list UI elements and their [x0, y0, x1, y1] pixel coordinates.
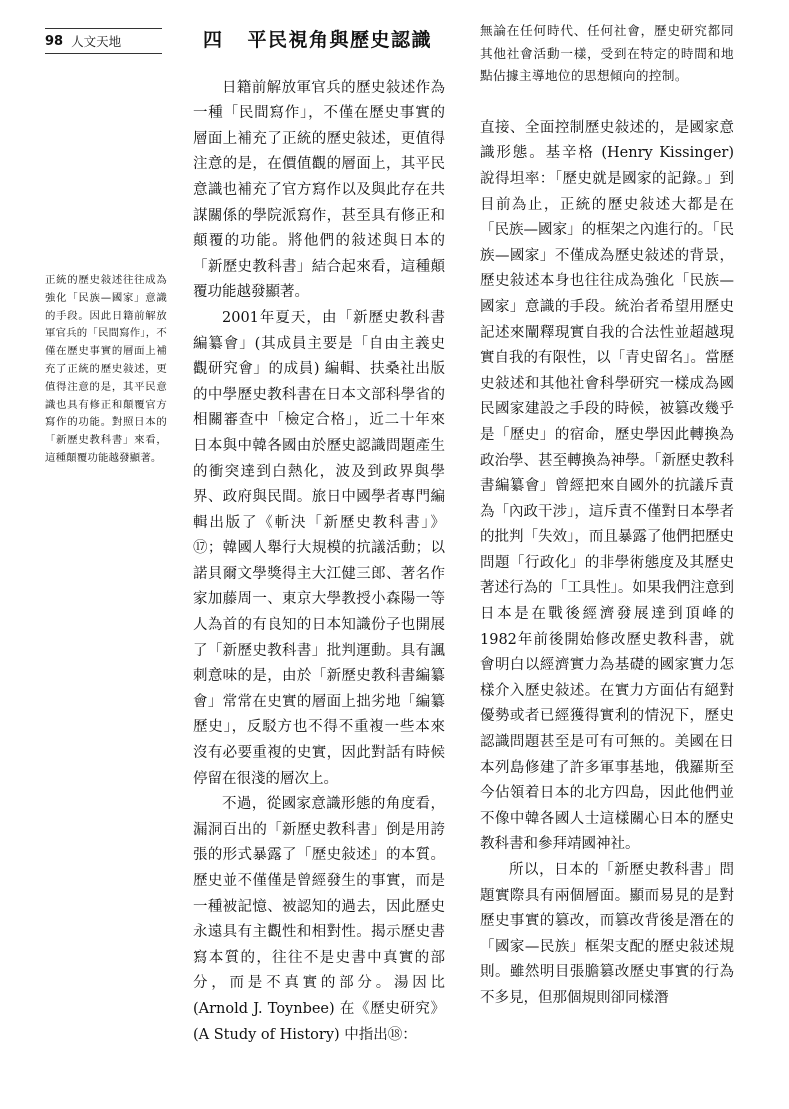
text-column-middle	[193, 20, 445, 1090]
paragraph: 不過，從國家意識形態的角度看，漏洞百出的「新歷史教科書」倒是用誇張的形式暴露了「歷史敍述」的本質。歷史並不僅僅是曾經發生的事實，而是一種被記憶、被認知的過去，因此歷史永遠具有主觀性和相對性。揭示歷史書寫本質的，往往不是史書中真實的部分，而是不真實的部分。湯因比 (Arnold J. Toynbee) 在《歷史研究》(A Study of History) 中指出⑱：	[193, 796, 445, 1043]
section-number: 四	[203, 29, 224, 51]
paragraph: 所以，日本的「新歷史教科書」問題實際具有兩個層面。顯而易見的是對歷史事實的篡改，而篡改背後是潛在的「國家—民族」框架支配的歷史敍述規則。雖然明目張膽篡改歷史事實的行為不多見，但那個規則卻同樣潛	[480, 862, 734, 1006]
block-quote: 無論在任何時代、任何社會，歷史研究都同其他社會活動一樣，受到在特定的時間和地點佔據主導地位的思想傾向的控制。	[480, 23, 734, 84]
paragraph: 2001年夏天，由「新歷史教科書編纂會」(其成員主要是「自由主義史觀研究會」的成員) 編輯、扶桑社出版的中學歷史教科書在日本文部科學省的相關審查中「檢定合格」，近二十年來日本與中韓各國由於歷史認識問題產生的衝突達到白熱化，波及到政界與學界、政府與民間。旅日中國學者專門編輯出版了《斬決「新歷史教科書」》⑰；韓國人舉行大規模的抗議活動；以諾貝爾文學獎得主大江健三郎、著名作家加藤周一、東京大學教授小森陽一等人為首的有良知的日本知識份子也開展了「新歷史教科書」批判運動。具有諷刺意味的是，由於「新歷史教科書編纂會」常常在史實的層面上拙劣地「編纂歷史」，反駁方也不得不重複一些本來沒有必要重複的史實，因此對話有時候停留在很淺的層次上。	[193, 309, 445, 787]
running-header	[45, 28, 162, 54]
journal-title: 人文天地	[71, 34, 122, 49]
section-title: 平民視角與歷史認識	[247, 29, 433, 51]
page-number: 98	[45, 33, 64, 49]
paragraph: 直接、全面控制歷史敍述的，是國家意識形態。基辛格 (Henry Kissinger) 說得坦率：「歷史就是國家的記錄。」到目前為止，正統的歷史敍述大都是在「民族—國家」的框架之內進行的。「民族—國家」不僅成為歷史敍述的背景，歷史敍述本身也往往成為強化「民族—國家」意識的手段。統治者希望用歷史記述來闡釋現實自我的合法性並超越現實自我的有限性，以「青史留名」。當歷史敍述和其他社會科學研究一樣成為國民國家建設之手段的時候，被篡改幾乎是「歷史」的宿命，歷史學因此轉換為政治學、甚至轉換為神學。「新歷史教科書編纂會」曾經把來自國外的抗議斥責為「內政干涉」，這斥責不僅對日本學者的批判「失效」，而且暴露了他們把歷史問題「行政化」的非學術態度及其歷史著述行為的「工具性」。如果我們注意到日本是在戰後經濟發展達到頂峰的1982年前後開始修改歷史教科書，就會明白以經濟實力為基礎的國家實力怎樣介入歷史敍述。在實力方面佔有絕對優勢或者已經獲得實利的情況下，歷史認識問題甚至是可有可無的。美國在日本列島修建了許多軍事基地，俄羅斯至今佔領着日本的北方四島，因此他們並不像中韓各國人士這樣關心日本的歷史教科書和參拜靖國神社。	[480, 119, 734, 853]
section-heading	[203, 28, 445, 54]
margin-pull-quote: 正統的歷史敍述往往成為強化「民族—國家」意識的手段。因此日籍前解放軍官兵的「民間寫作」，不僅在歷史事實的層面上補充了正統的歷史敍述，更值得注意的是，其平民意識也具有修正和顛覆官方寫作的功能。對照日本的「新歷史教科書」來看，這種顛覆功能越發顯著。	[45, 274, 167, 464]
paragraph: 日籍前解放軍官兵的歷史敍述作為一種「民間寫作」，不僅在歷史事實的層面上補充了正統的歷史敍述，更值得注意的是，在價值觀的層面上，其平民意識也補充了官方寫作以及與此存在共謀關係的學院派寫作，甚至具有修正和顛覆的功能。將他們的敍述與日本的「新歷史教科書」結合起來看，這種顛覆功能越發顯著。	[193, 79, 445, 301]
text-column-right	[480, 20, 734, 1090]
